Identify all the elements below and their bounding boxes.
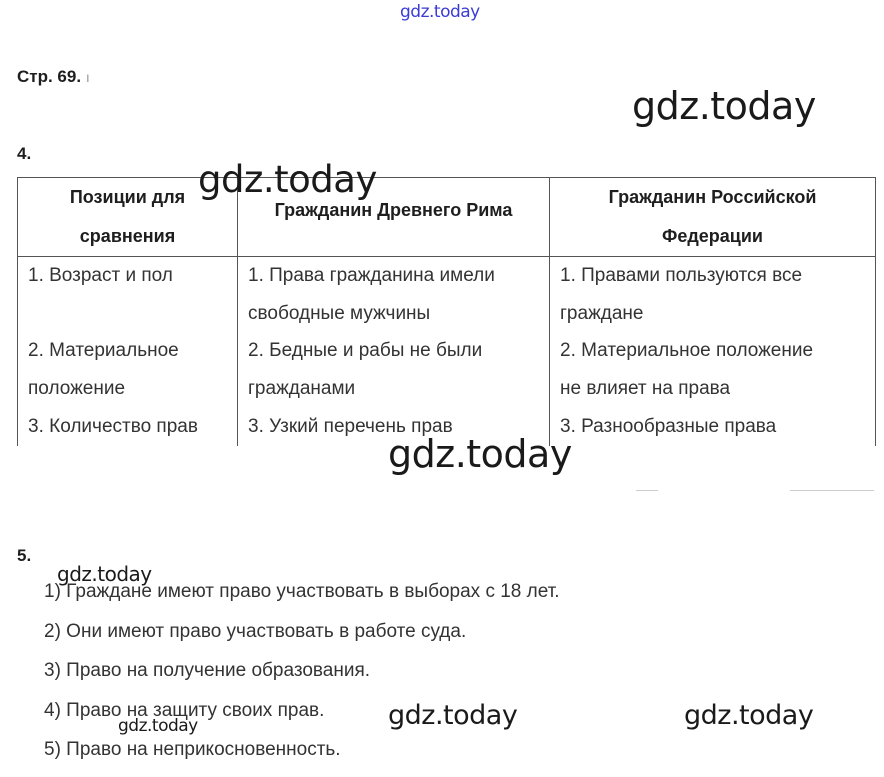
header-rome-line1: Гражданин Древнего Рима [274,200,513,220]
cell-line: 2. Бедные и рабы не были [248,340,483,362]
watermark-below-table: gdz.today [388,432,572,476]
watermark-item4-small: gdz.today [118,716,198,736]
task5-number: 5. [17,546,32,565]
cell-line: 1. Права гражданина имели [248,265,495,286]
scan-artifact [636,490,658,491]
watermark-bottom-middle: gdz.today [388,700,518,731]
list-item: 1) Граждане имеют право участвовать в выборах с 18 лет. [44,581,560,602]
comparison-table [17,177,876,446]
cell-line: 3. Узкий перечень прав [248,415,453,437]
cell-rome [238,257,550,446]
watermark-top: gdz.today [400,2,480,22]
list-item: 4) Право на защиту своих прав. [44,699,325,721]
cell-line: гражданами [248,378,356,400]
header-positions-line1: Позиции для [69,187,186,207]
list-item: 2) Они имеют право участвовать в работе суда. [44,620,467,642]
scan-artifact [790,490,874,491]
header-russia-line2: Федерации [661,226,763,246]
cell-line: граждане [560,302,644,324]
table-header-row [18,178,876,257]
page-reference [17,67,90,87]
cell-line: 2. Материальное положение [560,340,814,362]
cell-line [28,295,237,333]
cell-line: не влияет на права [560,378,731,400]
watermark-large-right: gdz.today [632,84,816,128]
header-russia-line1: Гражданин Российской [608,187,817,207]
task4-number: 4. [17,144,32,163]
cell-line: 3. Разнообразные права [560,415,777,437]
table-row [18,257,876,446]
cell-line: 2. Материальное [28,340,179,362]
watermark-bottom-right: gdz.today [684,700,814,731]
header-russia [550,178,876,257]
watermark-section5: gdz.today [57,562,152,586]
page-reference-mark: ı [85,69,90,85]
cell-russia [550,257,876,446]
cell-positions [18,257,238,446]
header-positions-line2: сравнения [79,226,176,246]
cell-line: 3. Количество прав [28,415,198,437]
cell-line: свободные мужчины [248,302,431,324]
cell-line: 1. Правами пользуются все [560,265,803,286]
cell-line: 1. Возраст и пол [28,265,173,286]
watermark-table-header: gdz.today [198,158,377,201]
page-reference-text: Стр. 69. [17,67,82,86]
cell-line: положение [28,378,126,400]
list-item: 5) Право на неприкосновенность. [44,739,341,760]
list-item: 3) Право на получение образования. [44,660,371,681]
task5-list [44,575,560,773]
